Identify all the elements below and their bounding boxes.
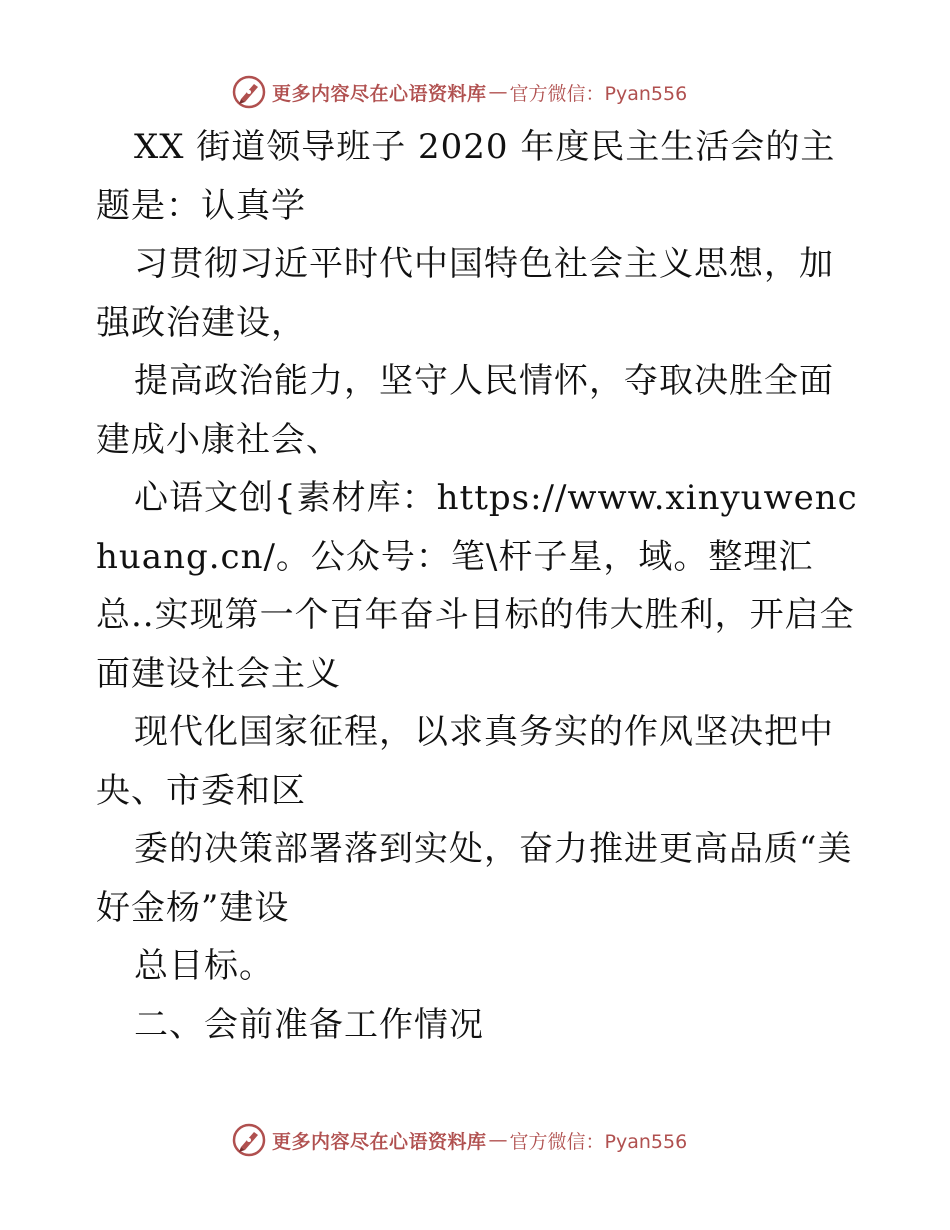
watermark-separator: — [488,81,508,103]
pen-logo-icon [232,75,266,109]
paragraph: 现代化国家征程，以求真务实的作风坚决把中央、市委和区 [96,712,834,811]
watermark-wechat: 官方微信：Pyan556 [509,1130,688,1153]
watermark-separator: — [488,1129,508,1151]
section-heading: 二、会前准备工作情况 [134,1004,484,1045]
paragraph: 委的决策部署落到实处，奋力推进更高品质“美好金杨”建设 [96,829,853,928]
paragraph: 总目标。 [134,946,274,986]
paragraph: 提高政治能力，坚守人民情怀，夺取决胜全面建成小康社会、 [96,361,834,460]
paragraph: 习贯彻习近平时代中国特色社会主义思想，加强政治建设， [96,244,834,343]
watermark-text: 更多内容尽在心语资料库 [272,1130,487,1153]
paragraph: 心语文创{素材库：https://www.xinyuwenchuang.cn/。公众号：笔\杆子星，域。整理汇总..实现第一个百年奋斗目标的伟大胜利，开启全面建设社会主义 [96,478,858,694]
document-body [96,118,866,1054]
pen-logo-icon [232,1123,266,1157]
watermark-text: 更多内容尽在心语资料库 [272,82,487,105]
watermark-wechat: 官方微信：Pyan556 [509,82,688,105]
header-watermark-banner [232,72,687,112]
paragraph: XX 街道领导班子 2020 年度民主生活会的主题是：认真学 [96,127,836,226]
footer-watermark-banner [232,1120,687,1160]
